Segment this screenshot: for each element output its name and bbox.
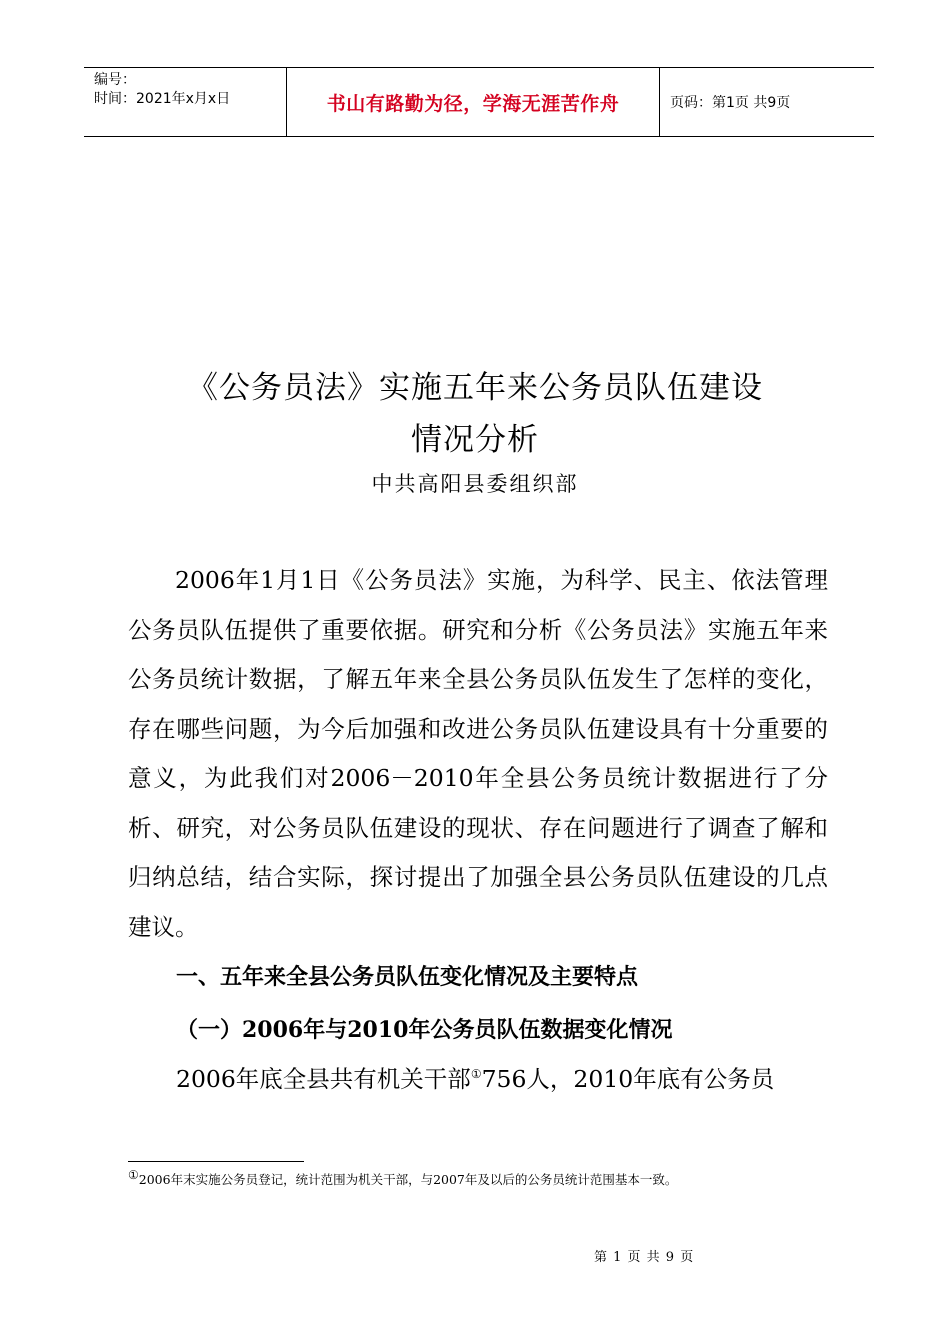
subsection-heading-1: （一）2006年与2010年公务员队伍数据变化情况 — [176, 1017, 673, 1043]
header-page-cell — [660, 68, 874, 136]
footnote-text: 2006年末实施公务员登记，统计范围为机关干部，与2007年及以后的公务员统计范围基本一致。 — [138, 1172, 678, 1188]
header-motto-cell — [286, 68, 660, 136]
footnote-mark: ① — [128, 1168, 139, 1182]
body-paragraph-start — [176, 1060, 774, 1094]
page-info: 页码：第1页 共9页 — [670, 95, 791, 111]
number-label: 编号： — [94, 72, 136, 88]
body-text-b: 756人，2010年底有公务员 — [481, 1065, 775, 1093]
document-author: 中共高阳县委组织部 — [371, 472, 579, 496]
intro-paragraph: 2006年1月1日《公务员法》实施，为科学、民主、依法管理公务员队伍提供了重要依据。研究和分析《公务员法》实施五年来公务员统计数据，了解五年来全县公务员队伍发生了怎样的变化，存在哪些问题，为今后加强和改进公务员队伍建设具有十分重要的意义，为此我们对2006－2010年全县公务员统计数据进行了分析、研究，对公务员队伍建设的现状、存在问题进行了调查了解和归纳总结，结合实际，探讨提出了加强全县公务员队伍建设的几点建议。 — [128, 566, 828, 941]
page-footer: 第 1 页 共 9 页 — [594, 1250, 695, 1265]
motto-text: 书山有路勤为径，学海无涯苦作舟 — [326, 92, 620, 115]
time-label: 时间：2021年x月x日 — [94, 91, 231, 107]
footnote-reference[interactable]: ① — [470, 1067, 482, 1082]
document-title-line1: 《公务员法》实施五年来公务员队伍建设 — [187, 370, 763, 406]
footnote — [128, 1168, 677, 1188]
header-table — [84, 67, 874, 137]
body-text-a: 2006年底全县共有机关干部 — [176, 1065, 471, 1093]
section-heading-1: 一、五年来全县公务员队伍变化情况及主要特点 — [176, 965, 639, 990]
document-title-line2: 情况分析 — [411, 422, 539, 458]
footnote-divider — [128, 1161, 304, 1162]
header-left-cell — [84, 68, 286, 136]
